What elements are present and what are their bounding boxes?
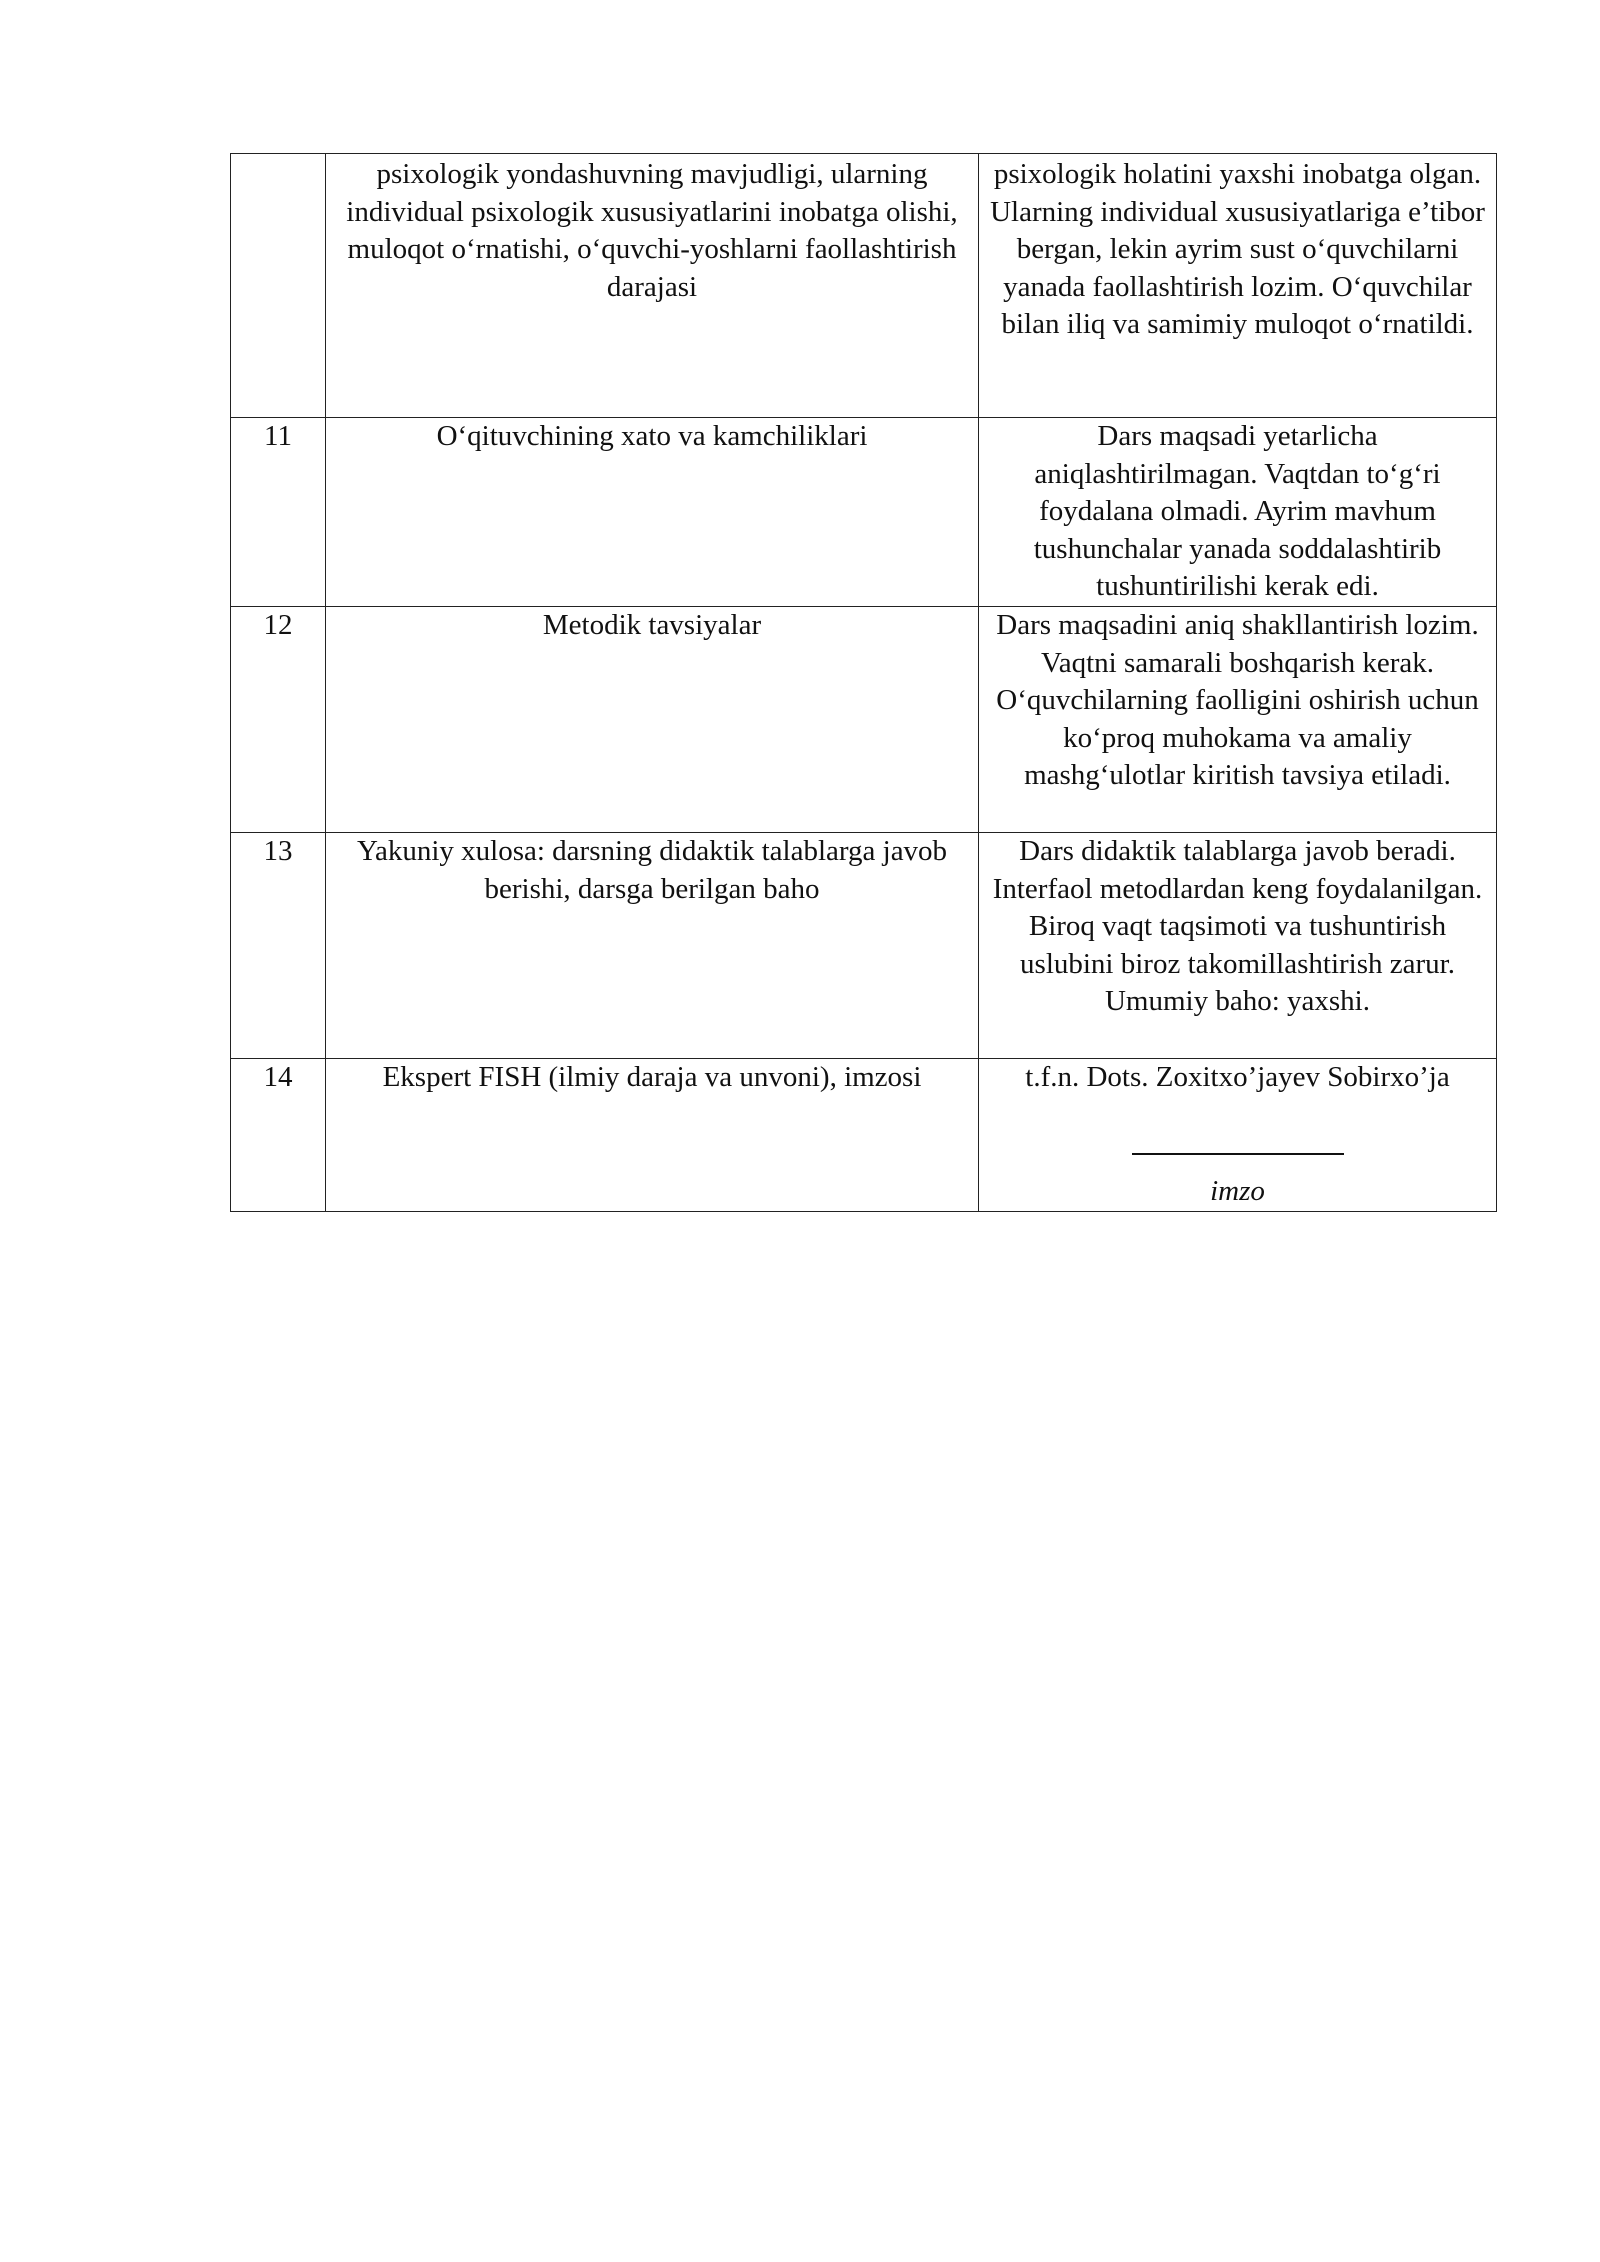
signature-caption: imzo <box>1210 1175 1265 1207</box>
row-number-cell: 13 <box>231 833 326 1059</box>
result-cell: Dars maqsadi yetarlicha aniqlashtirilmagan. Vaqtdan to‘g‘ri foydalana olmadi. Ayrim mavhum tushunchalar yanada soddalashtirib tushuntirilishi kerak edi. <box>979 418 1497 607</box>
result-cell <box>979 1059 1497 1212</box>
signature-line <box>1132 1153 1344 1155</box>
criterion-cell: Metodik tavsiyalar <box>326 607 979 833</box>
table-row <box>231 418 1497 607</box>
table-row <box>231 833 1497 1059</box>
row-number-cell <box>231 154 326 418</box>
table-row <box>231 154 1497 418</box>
expert-name: t.f.n. Dots. Zoxitxo’jayev Sobirxo’ja <box>1025 1061 1450 1093</box>
result-cell: psixologik holatini yaxshi inobatga olgan. Ularning individual xususiyatlariga e’tibor bergan, lekin ayrim sust o‘quvchilarni yanada faollashtirish lozim. O‘quvchilar bilan iliq va samimiy muloqot o‘rnatildi. <box>979 154 1497 418</box>
row-number-cell: 14 <box>231 1059 326 1212</box>
result-cell: Dars didaktik talablarga javob beradi. Interfaol metodlardan keng foydalanilgan. Biroq vaqt taqsimoti va tushuntirish uslubini biroz takomillashtirish zarur. Umumiy baho: yaxshi. <box>979 833 1497 1059</box>
criterion-cell: Ekspert FISH (ilmiy daraja va unvoni), imzosi <box>326 1059 979 1212</box>
table-row <box>231 607 1497 833</box>
row-number-cell: 11 <box>231 418 326 607</box>
criterion-cell: O‘qituvchining xato va kamchiliklari <box>326 418 979 607</box>
table-row <box>231 1059 1497 1212</box>
result-cell: Dars maqsadini aniq shakllantirish lozim. Vaqtni samarali boshqarish kerak. O‘quvchilarning faolligini oshirish uchun ko‘proq muhokama va amaliy mashg‘ulotlar kiritish tavsiya etiladi. <box>979 607 1497 833</box>
signature-block <box>983 1134 1492 1211</box>
criterion-cell: psixologik yondashuvning mavjudligi, ularning individual psixologik xususiyatlarini inobatga olishi, muloqot o‘rnatishi, o‘quvchi-yoshlarni faollashtirish darajasi <box>326 154 979 418</box>
row-number-cell: 12 <box>231 607 326 833</box>
criterion-cell: Yakuniy xulosa: darsning didaktik talablarga javob berishi, darsga berilgan baho <box>326 833 979 1059</box>
evaluation-table <box>230 153 1497 1212</box>
